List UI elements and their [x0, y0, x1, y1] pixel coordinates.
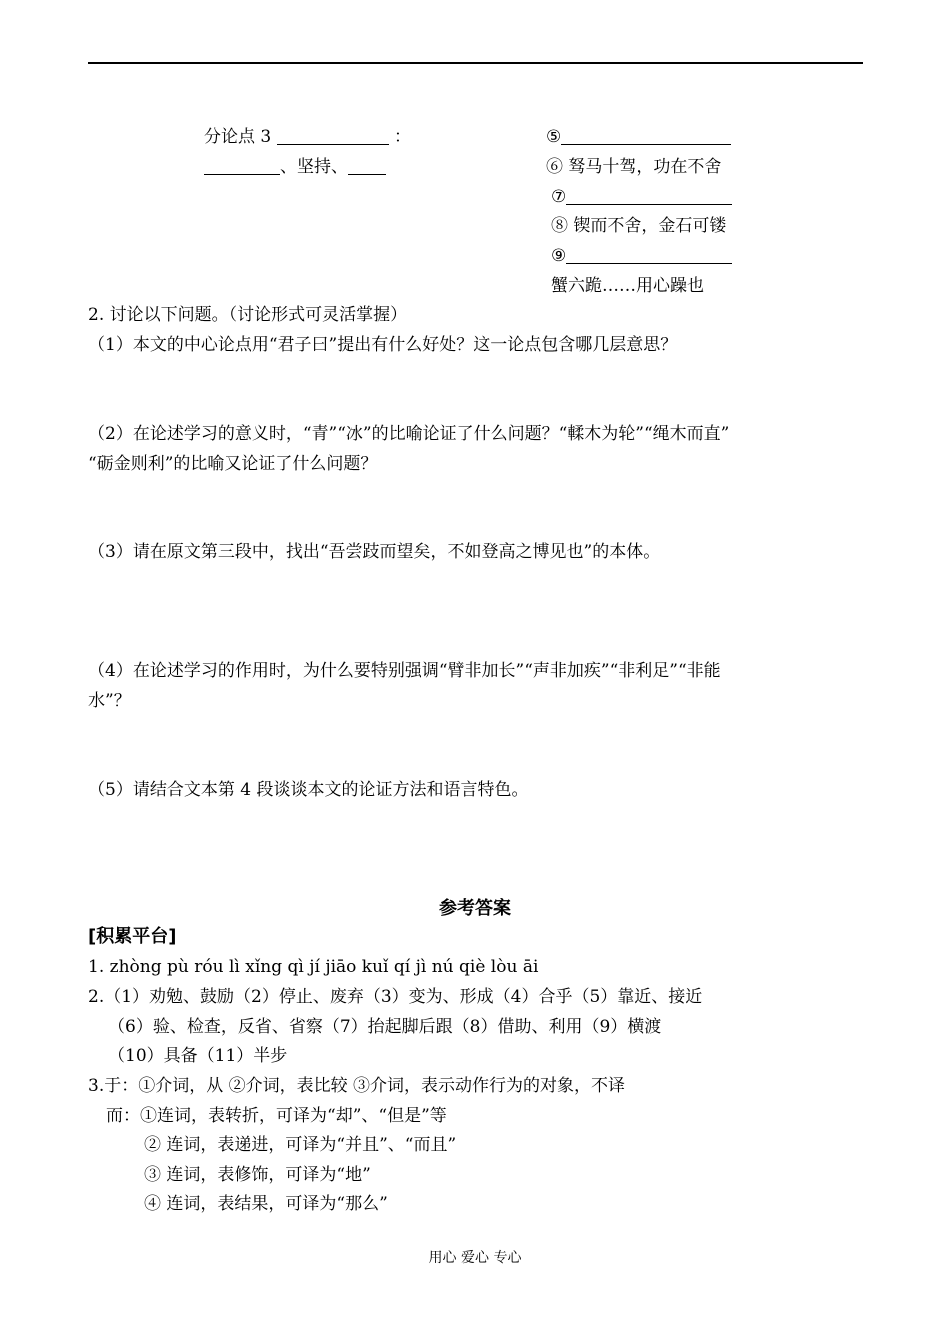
outline-item-9: ⑨	[551, 245, 732, 267]
question-1: （1）本文的中心论点用“君子曰”提出有什么好处？这一论点包含哪几层意思？	[88, 335, 678, 355]
outline-item-7: ⑦	[551, 186, 732, 208]
question-4-line2: 水”？	[88, 691, 131, 711]
sub-argument-label: 分论点 3	[204, 127, 272, 147]
page-footer: 用心 爱心 专心	[428, 1250, 522, 1266]
fill-blank	[348, 158, 386, 175]
answer-1: 1. zhòng pù róu lì xǐng qì jí jiāo kuǐ qí jì nú qiè lòu āi	[88, 957, 539, 977]
section-heading: [积累平台]	[88, 926, 177, 947]
fill-blank	[277, 128, 389, 145]
outline-left-line2: 、坚持、	[204, 156, 386, 178]
outline-item-6: ⑥ 驽马十驾，功在不舍	[546, 157, 722, 177]
answers-title: 参考答案	[439, 898, 511, 919]
answer-3-line4: ③ 连词，表修饰，可译为“地”	[144, 1165, 371, 1185]
answer-3-line2: 而：①连词，表转折，可译为“却”、“但是”等	[106, 1106, 447, 1126]
answer-2-line2: （6）验、检查，反省、省察（7）抬起脚后跟（8）借助、利用（9）横渡	[108, 1017, 662, 1037]
discussion-heading: 2. 讨论以下问题。（讨论形式可灵活掌握）	[88, 305, 408, 325]
header-rule	[88, 62, 863, 64]
fill-blank	[566, 188, 732, 205]
outline-left-line1	[204, 126, 411, 148]
answer-3-line3: ② 连词，表递进，可译为“并且”、“而且”	[144, 1135, 457, 1155]
question-3: （3）请在原文第三段中，找出“吾尝跂而望矣，不如登高之博见也”的本体。	[88, 542, 661, 562]
outline-item-crab: 蟹六跪……用心躁也	[551, 276, 704, 296]
answer-3-line1: 3.于：①介词，从 ②介词，表比较 ③介词，表示动作行为的对象，不译	[88, 1076, 626, 1096]
outline-item-8: ⑧ 锲而不舍，金石可镂	[551, 216, 727, 236]
fill-blank	[566, 247, 732, 264]
answer-2-line1: 2.（1）劝勉、鼓励（2）停止、废弃（3）变为、形成（4）合乎（5）靠近、接近	[88, 987, 703, 1007]
answer-2-line3: （10）具备（11）半步	[108, 1046, 288, 1066]
question-4-line1: （4）在论述学习的作用时，为什么要特别强调“臂非加长”“声非加疾”“非利足”“非能	[88, 661, 721, 681]
fill-blank	[204, 158, 280, 175]
colon: ：	[394, 127, 412, 147]
question-2-line2: “砺金则利”的比喻又论证了什么问题？	[88, 454, 378, 474]
fill-blank	[561, 128, 731, 145]
question-2-line1: （2）在论述学习的意义时，“青”“冰”的比喻论证了什么问题？“輮木为轮”“绳木而直”	[88, 424, 730, 444]
outline-item-5: ⑤	[546, 126, 731, 148]
question-5: （5）请结合文本第 4 段谈谈本文的论证方法和语言特色。	[88, 780, 529, 800]
answer-3-line5: ④ 连词，表结果，可译为“那么”	[144, 1194, 388, 1214]
